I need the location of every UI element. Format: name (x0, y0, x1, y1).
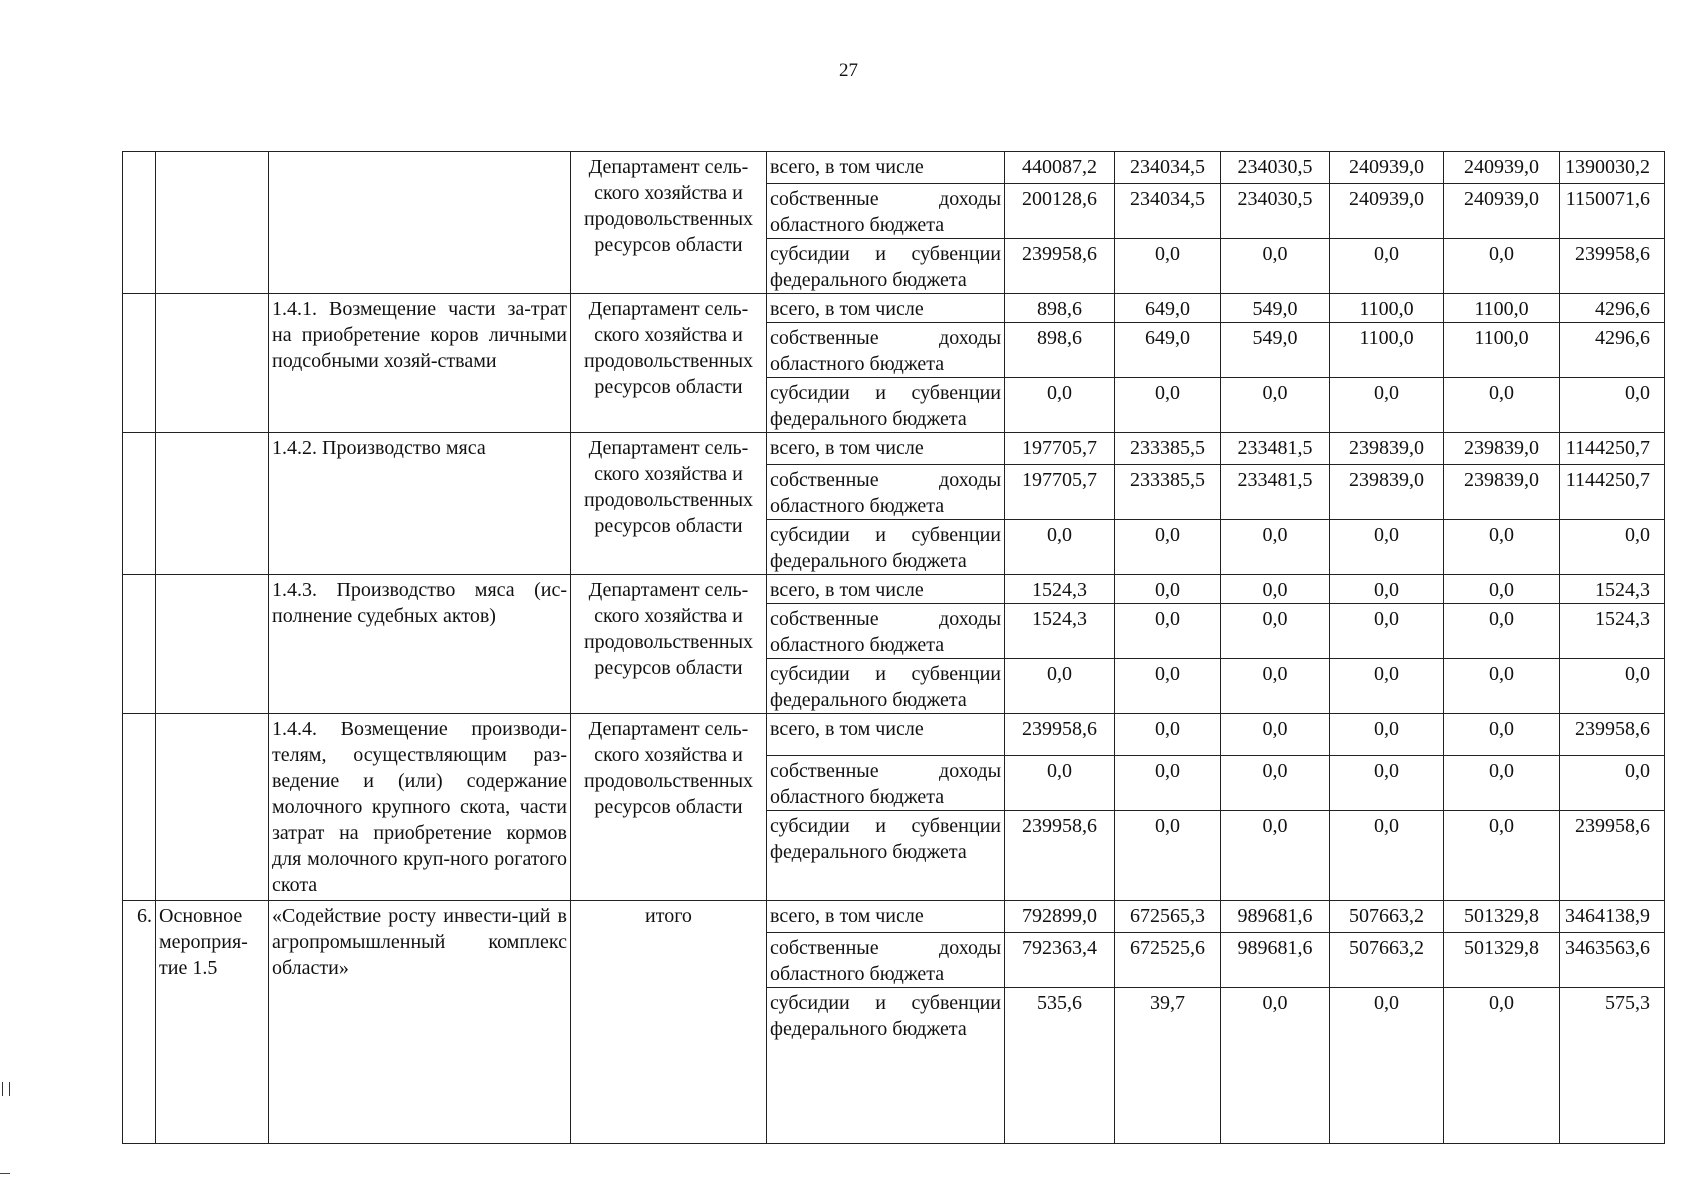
value-cell: 0,0 (1115, 520, 1221, 575)
department-cell: Департамент сель-ского хозяйства и продовольственных ресурсов области (571, 294, 767, 433)
value-cell: 672565,3 (1115, 901, 1221, 933)
page-number: 27 (839, 60, 858, 81)
value-cell: 0,0 (1330, 239, 1444, 294)
value-cell: 507663,2 (1330, 901, 1444, 933)
table-row (123, 433, 1665, 465)
value-cell: 0,0 (1444, 239, 1560, 294)
margin-mark (0, 1173, 10, 1174)
value-cell: 0,0 (1221, 378, 1330, 433)
funding-source-cell: субсидии и субвенции федерального бюджета (767, 659, 1005, 714)
value-cell: 792363,4 (1005, 933, 1115, 988)
value-cell: 233481,5 (1221, 433, 1330, 465)
value-cell: 234030,5 (1221, 152, 1330, 184)
value-cell: 234034,5 (1115, 152, 1221, 184)
value-cell: 0,0 (1560, 520, 1665, 575)
value-cell: 0,0 (1330, 575, 1444, 604)
value-cell: 200128,6 (1005, 184, 1115, 239)
value-cell: 0,0 (1444, 575, 1560, 604)
value-cell: 0,0 (1444, 378, 1560, 433)
funding-source-cell: собственные доходы областного бюджета (767, 604, 1005, 659)
value-cell: 0,0 (1005, 756, 1115, 811)
value-cell: 0,0 (1330, 988, 1444, 1144)
value-cell: 501329,8 (1444, 901, 1560, 933)
value-cell: 239958,6 (1005, 239, 1115, 294)
value-cell: 233385,5 (1115, 465, 1221, 520)
value-cell: 0,0 (1221, 239, 1330, 294)
value-cell: 1524,3 (1005, 604, 1115, 659)
funding-source-cell: субсидии и субвенции федерального бюджета (767, 378, 1005, 433)
table-row (123, 152, 1665, 184)
value-cell: 649,0 (1115, 294, 1221, 323)
value-cell: 239958,6 (1560, 811, 1665, 901)
funding-source-cell: всего, в том числе (767, 575, 1005, 604)
funding-source-cell: всего, в том числе (767, 294, 1005, 323)
value-cell: 1524,3 (1560, 604, 1665, 659)
value-cell: 240939,0 (1444, 184, 1560, 239)
value-cell: 0,0 (1221, 988, 1330, 1144)
value-cell: 197705,7 (1005, 433, 1115, 465)
value-cell: 0,0 (1115, 604, 1221, 659)
budget-table (122, 151, 1665, 1144)
value-cell: 1524,3 (1560, 575, 1665, 604)
description-cell: «Содействие росту инвести-ций в агропромышленный комплекс области» (269, 901, 571, 1144)
value-cell: 0,0 (1115, 659, 1221, 714)
funding-source-cell: собственные доходы областного бюджета (767, 184, 1005, 239)
department-cell: Департамент сель-ского хозяйства и продовольственных ресурсов области (571, 575, 767, 714)
funding-source-cell: собственные доходы областного бюджета (767, 465, 1005, 520)
value-cell: 239839,0 (1444, 433, 1560, 465)
value-cell: 1100,0 (1444, 294, 1560, 323)
value-cell: 0,0 (1444, 520, 1560, 575)
funding-source-cell: субсидии и субвенции федерального бюджета (767, 239, 1005, 294)
value-cell: 4296,6 (1560, 323, 1665, 378)
value-cell: 0,0 (1115, 756, 1221, 811)
value-cell: 1524,3 (1005, 575, 1115, 604)
value-cell: 3463563,6 (1560, 933, 1665, 988)
value-cell: 233385,5 (1115, 433, 1221, 465)
value-cell: 0,0 (1560, 756, 1665, 811)
value-cell: 1150071,6 (1560, 184, 1665, 239)
value-cell: 1100,0 (1330, 294, 1444, 323)
value-cell: 240939,0 (1330, 152, 1444, 184)
value-cell: 440087,2 (1005, 152, 1115, 184)
action-cell (156, 714, 269, 901)
value-cell: 234034,5 (1115, 184, 1221, 239)
value-cell: 0,0 (1221, 811, 1330, 901)
value-cell: 240939,0 (1444, 152, 1560, 184)
value-cell: 1100,0 (1330, 323, 1444, 378)
funding-source-cell: собственные доходы областного бюджета (767, 933, 1005, 988)
value-cell: 239839,0 (1330, 433, 1444, 465)
value-cell: 1390030,2 (1560, 152, 1665, 184)
value-cell: 0,0 (1115, 575, 1221, 604)
value-cell: 0,0 (1330, 659, 1444, 714)
value-cell: 0,0 (1560, 659, 1665, 714)
value-cell: 0,0 (1221, 659, 1330, 714)
value-cell: 0,0 (1560, 378, 1665, 433)
value-cell: 549,0 (1221, 323, 1330, 378)
value-cell: 240939,0 (1330, 184, 1444, 239)
value-cell: 0,0 (1221, 604, 1330, 659)
table-row (123, 575, 1665, 604)
value-cell: 649,0 (1115, 323, 1221, 378)
value-cell: 239958,6 (1005, 714, 1115, 756)
value-cell: 0,0 (1115, 239, 1221, 294)
value-cell: 39,7 (1115, 988, 1221, 1144)
value-cell: 0,0 (1444, 811, 1560, 901)
value-cell: 233481,5 (1221, 465, 1330, 520)
value-cell: 0,0 (1221, 520, 1330, 575)
value-cell: 0,0 (1221, 756, 1330, 811)
action-cell (156, 575, 269, 714)
value-cell: 792899,0 (1005, 901, 1115, 933)
description-cell: 1.4.2. Производство мяса (269, 433, 571, 575)
value-cell: 1144250,7 (1560, 465, 1665, 520)
value-cell: 0,0 (1330, 714, 1444, 756)
value-cell: 0,0 (1444, 756, 1560, 811)
value-cell: 0,0 (1330, 378, 1444, 433)
value-cell: 239839,0 (1330, 465, 1444, 520)
funding-source-cell: всего, в том числе (767, 152, 1005, 184)
table-row (123, 294, 1665, 323)
table-row (123, 714, 1665, 756)
department-cell: Департамент сель-ского хозяйства и продовольственных ресурсов области (571, 714, 767, 901)
funding-source-cell: субсидии и субвенции федерального бюджета (767, 988, 1005, 1144)
value-cell: 0,0 (1005, 659, 1115, 714)
row-number-cell (123, 714, 156, 901)
value-cell: 3464138,9 (1560, 901, 1665, 933)
value-cell: 0,0 (1115, 378, 1221, 433)
value-cell: 239958,6 (1560, 239, 1665, 294)
value-cell: 197705,7 (1005, 465, 1115, 520)
description-cell: 1.4.4. Возмещение производи-телям, осуществляющим раз-ведение и (или) содержание молочного крупного скота, части затрат на приобретение кормов для молочного круп-ного рогатого скота (269, 714, 571, 901)
value-cell: 0,0 (1330, 604, 1444, 659)
funding-source-cell: субсидии и субвенции федерального бюджета (767, 520, 1005, 575)
value-cell: 0,0 (1444, 714, 1560, 756)
value-cell: 0,0 (1005, 520, 1115, 575)
department-cell: Департамент сель-ского хозяйства и продовольственных ресурсов области (571, 152, 767, 294)
funding-source-cell: собственные доходы областного бюджета (767, 756, 1005, 811)
funding-source-cell: субсидии и субвенции федерального бюджета (767, 811, 1005, 901)
value-cell: 0,0 (1115, 714, 1221, 756)
value-cell: 501329,8 (1444, 933, 1560, 988)
table-row (123, 901, 1665, 933)
value-cell: 507663,2 (1330, 933, 1444, 988)
value-cell: 0,0 (1330, 520, 1444, 575)
row-number-cell (123, 152, 156, 294)
description-cell: 1.4.1. Возмещение части за-трат на приобретение коров личными подсобными хозяй-ствами (269, 294, 571, 433)
value-cell: 0,0 (1330, 811, 1444, 901)
value-cell: 898,6 (1005, 323, 1115, 378)
margin-mark (2, 1082, 10, 1096)
value-cell: 0,0 (1115, 811, 1221, 901)
department-cell: итого (571, 901, 767, 1144)
value-cell: 0,0 (1005, 378, 1115, 433)
action-cell (156, 152, 269, 294)
description-cell: 1.4.3. Производство мяса (ис-полнение судебных актов) (269, 575, 571, 714)
value-cell: 239958,6 (1005, 811, 1115, 901)
value-cell: 535,6 (1005, 988, 1115, 1144)
value-cell: 989681,6 (1221, 901, 1330, 933)
value-cell: 0,0 (1221, 575, 1330, 604)
value-cell: 0,0 (1444, 988, 1560, 1144)
value-cell: 234030,5 (1221, 184, 1330, 239)
value-cell: 1100,0 (1444, 323, 1560, 378)
value-cell: 1144250,7 (1560, 433, 1665, 465)
funding-source-cell: собственные доходы областного бюджета (767, 323, 1005, 378)
value-cell: 898,6 (1005, 294, 1115, 323)
department-cell: Департамент сель-ского хозяйства и продовольственных ресурсов области (571, 433, 767, 575)
value-cell: 239958,6 (1560, 714, 1665, 756)
description-cell (269, 152, 571, 294)
action-cell (156, 294, 269, 433)
row-number-cell (123, 294, 156, 433)
value-cell: 4296,6 (1560, 294, 1665, 323)
action-cell (156, 433, 269, 575)
value-cell: 0,0 (1221, 714, 1330, 756)
value-cell: 549,0 (1221, 294, 1330, 323)
row-number-cell: 6. (123, 901, 156, 1144)
row-number-cell (123, 433, 156, 575)
value-cell: 239839,0 (1444, 465, 1560, 520)
funding-source-cell: всего, в том числе (767, 901, 1005, 933)
value-cell: 575,3 (1560, 988, 1665, 1144)
value-cell: 672525,6 (1115, 933, 1221, 988)
funding-source-cell: всего, в том числе (767, 433, 1005, 465)
value-cell: 0,0 (1330, 756, 1444, 811)
value-cell: 0,0 (1444, 659, 1560, 714)
action-cell: Основное мероприя-тие 1.5 (156, 901, 269, 1144)
value-cell: 0,0 (1444, 604, 1560, 659)
value-cell: 989681,6 (1221, 933, 1330, 988)
row-number-cell (123, 575, 156, 714)
funding-source-cell: всего, в том числе (767, 714, 1005, 756)
